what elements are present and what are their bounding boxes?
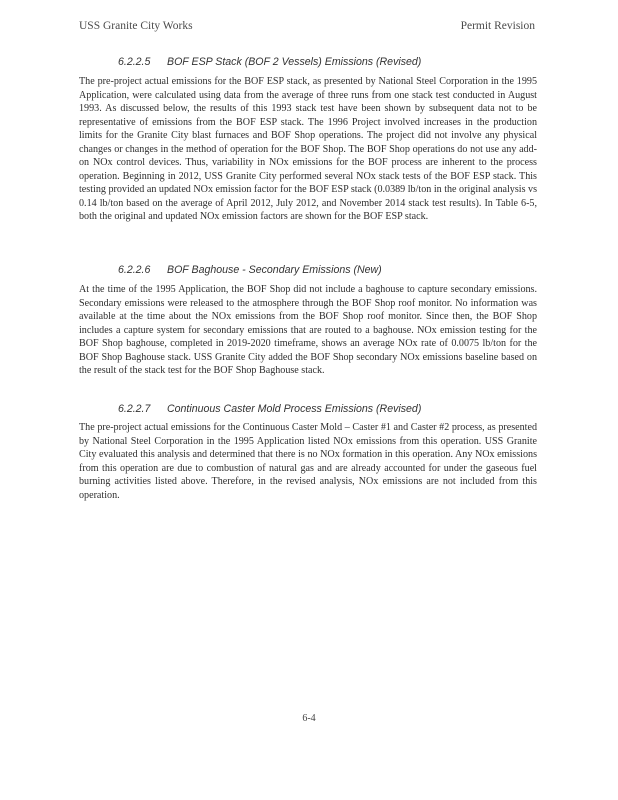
section-title: BOF Baghouse - Secondary Emissions (New)	[167, 264, 382, 276]
document-header-right: Permit Revision	[460, 20, 535, 32]
document-header-left: USS Granite City Works	[79, 20, 193, 32]
section-body-bof-esp-stack: The pre-project actual emissions for the BOF ESP stack, as presented by National Steel Corporation in the 1995 Application, were calculated using data from the average of three runs from one stack test conducted in August 1993. As discussed below, the results of this 1993 stack test have been shown by subsequent data not to be representative of emissions from the BOF ESP stack. The 1996 Project involved increases in the production limits for the Granite City blast furnaces and BOF Shop operations. The project did not involve any physical changes or changes in the method of operation for the BOF Shop. The BOF Shop operations do not use any add-on NOx control devices. Thus, variability in NOx emissions for the BOF process are inherent to the process operation. Beginning in 2012, USS Granite City performed several NOx stack tests of the BOF ESP stack. This testing provided an updated NOx emission factor for the BOF ESP stack (0.0389 lb/ton in the original analysis vs 0.14 lb/ton based on the average of April 2012, July 2012, and November 2014 stack test results). In Table 6-5, both the original and updated NOx emission factors are shown for the BOF ESP stack.	[79, 76, 537, 223]
section-body-continuous-caster: The pre-project actual emissions for the Continuous Caster Mold – Caster #1 and Caster #2 process, as presented by National Steel Corporation in the 1995 Application listed NOx emissions from this operation. USS Granite City evaluated this analysis and determined that there is no NOx formation in this operation. Any NOx emissions from this operation are due to combustion of natural gas and are already accounted for under the gaseous fuel burning activities listed above. Therefore, in the revised analysis, NOx emissions are not included from this operation.	[79, 422, 537, 501]
section-number: 6.2.2.6	[118, 264, 151, 276]
page-number: 6-4	[302, 713, 316, 724]
section-number: 6.2.2.7	[118, 403, 151, 415]
section-body-bof-baghouse: At the time of the 1995 Application, the BOF Shop did not include a baghouse to capture secondary emissions. Secondary emissions were released to the atmosphere through the BOF Shop roof monitor. No information was available at the time about the NOx emissions from the BOF Shop roof monitor. Since then, the BOF Shop includes a capture system for secondary emissions that are routed to a baghouse. NOx emission testing for the BOF Shop baghouse, completed in 2019-2020 timeframe, shows an average NOx rate of 0.0075 lb/ton for the BOF Shop Baghouse stack. USS Granite City added the BOF Shop secondary NOx emissions baseline based on the result of the stack test for the BOF Shop Baghouse stack.	[79, 284, 537, 377]
section-heading-continuous-caster	[118, 403, 421, 415]
section-number: 6.2.2.5	[118, 56, 151, 68]
section-heading-bof-baghouse	[118, 264, 382, 276]
section-title: Continuous Caster Mold Process Emissions (Revised)	[167, 403, 422, 415]
section-title: BOF ESP Stack (BOF 2 Vessels) Emissions (Revised)	[167, 56, 422, 68]
section-heading-bof-esp-stack	[118, 56, 421, 68]
